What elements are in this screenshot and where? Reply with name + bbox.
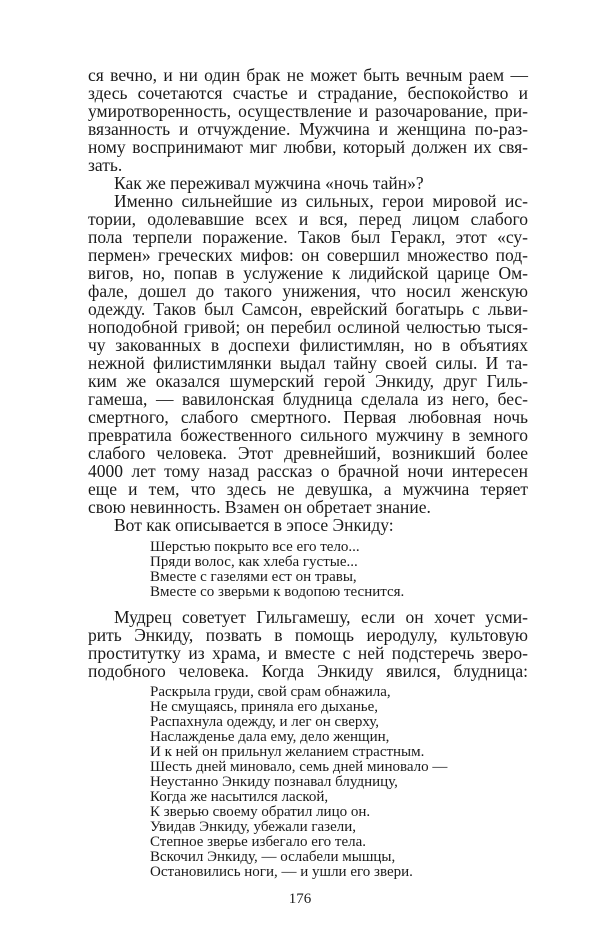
text-line: ноподобной гривой; он перебил ослиной челюстью тыся- xyxy=(88,317,528,337)
text-line: свою невинность. Взамен он обретает знание. xyxy=(88,497,431,517)
text-line: вязанность и отчуждение. Мужчина и женщина по-раз- xyxy=(88,119,528,139)
text-line: рить Энкиду, позвать в помощь иеродулу, культовую xyxy=(88,625,528,645)
text-line: подобного человека. Когда Энкиду явился, блудница: xyxy=(88,661,528,681)
page-number: 176 xyxy=(288,891,312,907)
text-line: вигов, но, попав в услужение к лидийской царице Ом- xyxy=(88,263,528,283)
verse-line: Наслажденье дала ему, дело женщин, xyxy=(150,729,390,745)
text-line: ному воспринимают миг любви, который должен их свя- xyxy=(88,137,528,157)
text-line: ся вечно, и ни один брак не может быть вечным раем — xyxy=(88,65,528,85)
text-line: фале, дошел до такого унижения, что носил женскую xyxy=(88,281,528,301)
text-line: чу закованных в доспехи филистимлян, но в объятиях xyxy=(88,335,528,355)
text-line: Мудрец советует Гильгамешу, если он хочет усми- xyxy=(114,607,528,627)
text-line: пола терпели поражение. Таков был Геракл, этот «су- xyxy=(88,227,528,247)
verse-line: И к ней он прильнул желанием страстным. xyxy=(150,744,425,760)
text-line: умиротворенность, осуществление и разочарование, при- xyxy=(88,101,528,121)
verse-line: Когда же насытился лаской, xyxy=(150,789,329,805)
verse-line: Не смущаясь, приняла его дыханье, xyxy=(150,699,379,715)
text-line: здесь сочетаются счастье и страдание, беспокойство и xyxy=(88,83,528,103)
text-line: слабого человека. Этот древнейший, возникший более xyxy=(88,443,528,463)
text-line: Именно сильнейшие из сильных, герои мировой ис- xyxy=(114,191,528,211)
verse-line: Степное зверье избегало его тела. xyxy=(150,834,367,850)
text-line: 4000 лет тому назад рассказ о брачной ночи интересен xyxy=(88,461,528,481)
text-line: смертного, слабого смертного. Первая любовная ночь xyxy=(88,407,528,427)
verse-line: Остановились ноги, — и ушли его звери. xyxy=(150,864,413,880)
text-line: Как же переживал мужчина «ночь тайн»? xyxy=(114,173,424,193)
verse-line: Вместе со зверьми к водопою теснится. xyxy=(150,584,405,600)
verse-line: К зверью своему обратил лицо он. xyxy=(150,804,371,820)
text-line: нежной филистимлянки выдал тайну своей силы. И та- xyxy=(88,353,528,373)
text-line: превратила божественного сильного мужчину в земного xyxy=(88,425,528,445)
verse-line: Распахнула одежду, и лег он сверху, xyxy=(150,714,380,730)
verse-line: Раскрыла груди, свой срам обнажила, xyxy=(150,684,391,700)
verse-line: Вскочил Энкиду, — ослабели мышцы, xyxy=(150,849,396,865)
verse-line: Шесть дней миновало, семь дней миновало — xyxy=(150,759,448,775)
text-line: ким же оказался шумерский герой Энкиду, друг Гиль- xyxy=(88,371,528,391)
text-line: Вот как описывается в эпосе Энкиду: xyxy=(114,515,394,535)
verse-line: Неустанно Энкиду познавал блудницу, xyxy=(150,774,398,790)
text-line: гамеша, — вавилонская блудница сделала из него, бес- xyxy=(88,389,528,409)
verse-line: Вместе с газелями ест он травы, xyxy=(150,569,357,585)
verse-line: Пряди волос, как хлеба густые... xyxy=(150,554,358,570)
verse-line: Увидав Энкиду, убежали газели, xyxy=(150,819,357,835)
text-line: проститутку из храма, и вместе с ней подстеречь звеpo- xyxy=(88,643,528,663)
text-line: пермен» греческих мифов: он совершил множество под- xyxy=(88,245,528,265)
text-line: тории, одолевавшие всех и вся, перед лицом слабого xyxy=(88,209,528,229)
text-line: одежду. Таков был Самсон, еврейский богатырь с льви- xyxy=(88,299,528,319)
text-line: еще и тем, что здесь не девушка, а мужчина теряет xyxy=(88,479,528,499)
text-line: зать. xyxy=(88,155,123,175)
verse-line: Шерстью покрыто все его тело... xyxy=(150,539,360,555)
